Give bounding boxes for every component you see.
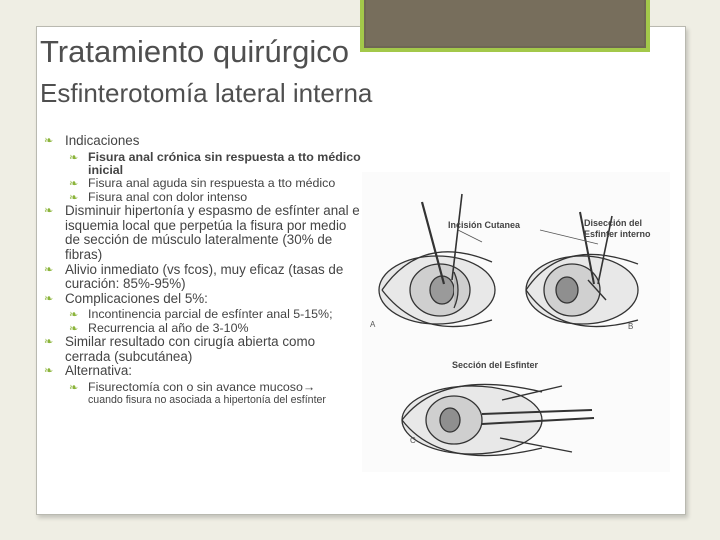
list-item-text: Recurrencia al año de 3-10%: [88, 320, 249, 335]
list-item: [44, 177, 362, 190]
list-item: [44, 191, 362, 204]
leaf-bullet-icon: ❧: [69, 178, 79, 191]
letter-a: A: [370, 320, 376, 329]
surgical-illustration: [362, 172, 670, 472]
leaf-bullet-icon: ❧: [69, 322, 79, 335]
list-item-text: Incontinencia parcial de esfínter anal 5-15%;: [88, 307, 333, 322]
list-item: [44, 381, 362, 394]
leaf-bullet-icon: ❧: [44, 365, 54, 378]
list-item: [44, 134, 362, 149]
list-item-text: Fisura anal aguda sin respuesta a tto médico: [88, 176, 336, 191]
leaf-bullet-icon: ❧: [44, 263, 54, 276]
list-item-text: Fisurectomía con o sin avance mucoso→: [88, 379, 316, 394]
leaf-bullet-icon: ❧: [44, 336, 54, 349]
list-item-text: cuando fisura no asociada a hipertonía del esfínter: [88, 394, 326, 407]
leaf-bullet-icon: ❧: [69, 151, 79, 164]
annotation-line: [458, 230, 482, 242]
letter-b: B: [628, 322, 634, 331]
list-item: [44, 322, 362, 335]
leaf-bullet-icon: ❧: [69, 381, 79, 394]
list-item-text: Alternativa:: [65, 363, 132, 379]
leaf-bullet-icon: ❧: [44, 205, 54, 218]
list-item: [44, 292, 362, 307]
list-item: [44, 364, 362, 379]
decorative-header-inner: [366, 0, 644, 46]
leaf-bullet-icon: ❧: [69, 191, 79, 204]
list-item-text: Fisura anal crónica sin respuesta a tto médico inicial: [88, 149, 361, 177]
label-seccion: Sección del Esfinter: [452, 360, 539, 370]
bullet-list: [44, 134, 362, 406]
list-item-text: Similar resultado con cirugía abierta como cerrada (subcutánea): [65, 334, 316, 364]
panel-a-drawing: [379, 194, 495, 327]
list-item: [44, 335, 362, 364]
list-item: [44, 308, 362, 321]
leaf-bullet-icon: ❧: [69, 309, 79, 322]
leaf-bullet-icon: ❧: [44, 135, 54, 147]
list-item: [44, 394, 362, 406]
slide-title: Tratamiento quirúrgico: [40, 34, 349, 69]
label-incision: Incisión Cutanea: [448, 220, 521, 230]
list-item: [44, 263, 362, 292]
leaf-bullet-icon: ❧: [44, 292, 54, 305]
list-item-text: Complicaciones del 5%:: [65, 290, 208, 306]
letter-c: C: [410, 436, 416, 445]
list-item: [44, 204, 362, 262]
list-item: [44, 151, 362, 178]
surgical-illustration-drawing: [362, 172, 670, 472]
list-item-text: Disminuir hipertonía y espasmo de esfínter anal e isquemia local que perpetúa la fisura por medio de sección de músculo lateralmente (30% de fibras): [65, 203, 360, 262]
slide-subtitle: Esfinterotomía lateral interna: [40, 78, 373, 108]
list-item-text: Alivio inmediato (vs fcos), muy eficaz (tasas de curación: 85%-95%): [65, 261, 344, 292]
panel-c-drawing: [402, 384, 594, 455]
list-item-text: Fisura anal con dolor intenso: [88, 189, 248, 204]
list-item-text: Indicaciones: [65, 133, 140, 148]
label-diseccion: Disección del Esfinter interno: [584, 218, 651, 239]
